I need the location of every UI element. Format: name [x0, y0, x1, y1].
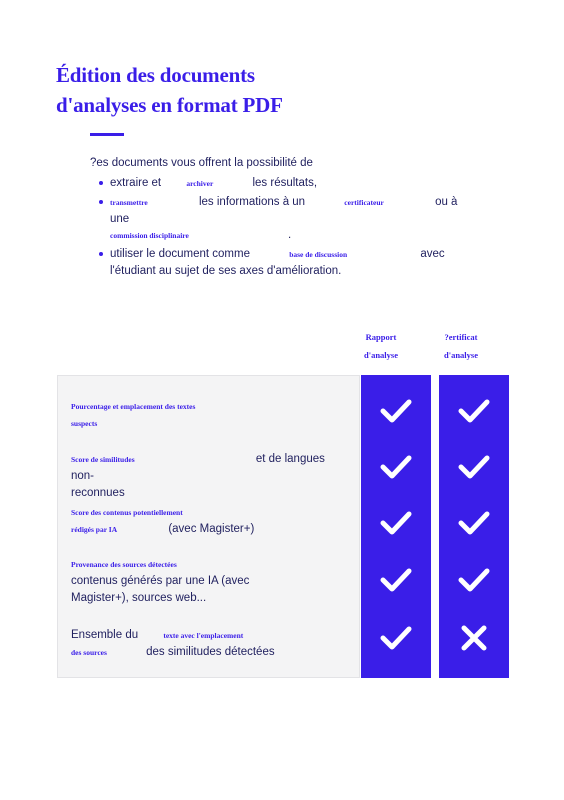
- feature-text: ou à une: [110, 196, 458, 225]
- title-line-1: Édition des documents: [56, 63, 255, 87]
- row-text: des similitudes détectées: [146, 646, 275, 658]
- feature-keyword: commission disciplinaire: [110, 231, 189, 240]
- row-keyword: Score des contenus potentiellement: [71, 508, 183, 517]
- row-label-score-ia: [71, 504, 351, 538]
- feature-text: les résultats,: [252, 177, 318, 189]
- check-icon: [378, 393, 414, 429]
- check-icon: [456, 393, 492, 429]
- feature-keyword: certificateur: [344, 198, 384, 207]
- column-header-line: d'analyse: [443, 350, 478, 360]
- feature-text: avec: [420, 248, 445, 260]
- feature-text: extraire et: [110, 177, 162, 189]
- check-icon: [378, 505, 414, 541]
- row-text: Ensemble du: [71, 629, 139, 641]
- row-label-pourcentage: [71, 398, 351, 432]
- check-icon: [378, 449, 414, 485]
- column-header-certificat: [426, 328, 496, 364]
- column-header-rapport: [346, 328, 416, 364]
- feature-list: [90, 175, 470, 279]
- column-header-line: d'analyse: [363, 350, 398, 360]
- feature-text: les informations à un: [198, 196, 306, 208]
- check-icon: [456, 562, 492, 598]
- row-keyword: Pourcentage et emplacement des textes: [71, 402, 196, 411]
- row-label-provenance: [71, 556, 351, 607]
- row-keyword: suspects: [71, 419, 98, 428]
- row-keyword: Score de similitudes: [71, 455, 135, 464]
- row-text: contenus générés par une IA (avec: [71, 575, 250, 587]
- title-line-2: d'analyses en format PDF: [56, 93, 283, 117]
- column-header-line: Rapport: [365, 332, 397, 342]
- row-keyword: Provenance des sources détectées: [71, 560, 177, 569]
- row-text: reconnues: [71, 487, 125, 499]
- page-title: [56, 60, 283, 120]
- cross-icon: [456, 620, 492, 656]
- row-text: et de langues non-: [71, 453, 325, 482]
- feature-keyword: transmettre: [110, 198, 148, 207]
- intro-lead: ?es documents vous offrent la possibilité de: [90, 157, 313, 169]
- row-keyword: rédigés par IA: [71, 525, 118, 534]
- row-keyword: texte avec l'emplacement: [163, 631, 244, 640]
- row-text: Magister+), sources web...: [71, 592, 207, 604]
- check-icon: [378, 562, 414, 598]
- row-keyword: des sources: [71, 648, 107, 657]
- feature-text: utiliser le document comme: [110, 248, 250, 260]
- intro-section: [90, 157, 470, 281]
- check-icon: [456, 449, 492, 485]
- feature-item-archive: [90, 175, 470, 192]
- feature-item-transmit: [90, 194, 470, 244]
- feature-text: .: [288, 229, 292, 241]
- feature-keyword: base de discussion: [289, 250, 348, 259]
- feature-item-discuss: [90, 246, 470, 279]
- row-label-ensemble-texte: [71, 627, 351, 661]
- title-accent-rule: [90, 133, 124, 136]
- check-icon: [456, 505, 492, 541]
- column-header-line: ?ertificat: [444, 332, 478, 342]
- feature-text: l'étudiant au sujet de ses axes d'amélioration.: [110, 265, 342, 277]
- feature-keyword: archiver: [186, 179, 214, 188]
- row-label-score-similitudes: [71, 451, 351, 502]
- row-text: (avec Magister+): [168, 523, 255, 535]
- check-icon: [378, 620, 414, 656]
